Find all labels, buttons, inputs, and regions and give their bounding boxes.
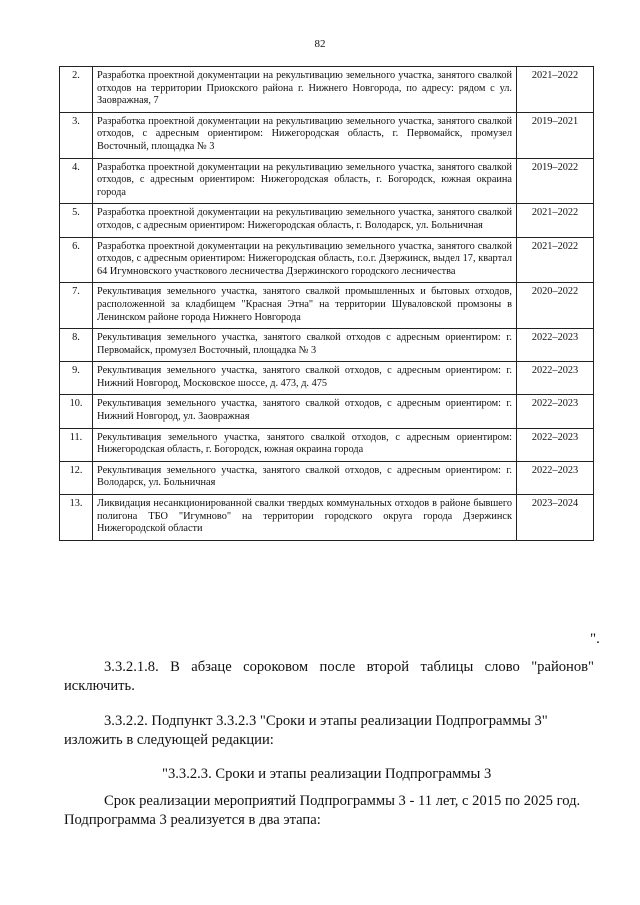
table-row: [60, 237, 594, 283]
paragraph-term: Срок реализации мероприятий Подпрограммы 3 - 11 лет, с 2015 по 2025 год. Подпрограмма 3 реализуется в два этапа:: [64, 793, 581, 828]
row-number: 12.: [60, 461, 93, 494]
row-period: 2022–2023: [517, 428, 594, 461]
row-number: 9.: [60, 362, 93, 395]
table-row: [60, 67, 594, 113]
row-number: 4.: [60, 158, 93, 204]
row-number: 5.: [60, 204, 93, 237]
row-description: Разработка проектной документации на рекультивацию земельного участка, занятого свалкой отходов, с адресным ориентиром: Нижегородская область, г. Володарск, ул. Больничная: [93, 204, 517, 237]
row-description: Разработка проектной документации на рекультивацию земельного участка, занятого свалкой отходов, с адресным ориентиром: Нижегородская область, г. Богородск, южная окраина города: [93, 158, 517, 204]
row-period: 2022–2023: [517, 329, 594, 362]
table-row: [60, 395, 594, 428]
row-period: 2021–2022: [517, 237, 594, 283]
closing-quote: ".: [590, 631, 600, 647]
row-number: 6.: [60, 237, 93, 283]
row-description: Рекультивация земельного участка, занятого свалкой промышленных и бытовых отходов, расположенной за кладбищем "Красная Этна" на территории Шуваловской промзоны в Ленинском районе города Нижнего Новгорода: [93, 283, 517, 329]
row-period: 2022–2023: [517, 395, 594, 428]
table-row: [60, 112, 594, 158]
row-period: 2020–2022: [517, 283, 594, 329]
section-heading: "3.3.2.3. Сроки и этапы реализации Подпрограммы 3: [162, 766, 492, 782]
row-number: 11.: [60, 428, 93, 461]
row-period: 2021–2022: [517, 204, 594, 237]
row-number: 8.: [60, 329, 93, 362]
row-description: Разработка проектной документации на рекультивацию земельного участка, занятого свалкой отходов, с адресным ориентиром: Нижегородская область, г.о.г. Дзержинск, выдел 17, квартал 64 Игумновского участкового лесничества Дзержинского городского лесничества: [93, 237, 517, 283]
row-number: 13.: [60, 495, 93, 541]
row-number: 2.: [60, 67, 93, 113]
paragraph-amendment-1: 3.3.2.1.8. В абзаце сороковом после второй таблицы слово "районов" исключить.: [64, 659, 594, 694]
activities-table: [59, 66, 594, 541]
paragraph-amendment-2: 3.3.2.2. Подпункт 3.3.2.3 "Сроки и этапы реализации Подпрограммы 3" изложить в следующей редакции:: [64, 713, 548, 748]
row-period: 2022–2023: [517, 362, 594, 395]
row-period: 2023–2024: [517, 495, 594, 541]
row-number: 10.: [60, 395, 93, 428]
table-row: [60, 329, 594, 362]
row-description: Рекультивация земельного участка, занятого свалкой отходов, с адресным ориентиром: г. Нижний Новгород, Московское шоссе, д. 473, д. 475: [93, 362, 517, 395]
row-period: 2021–2022: [517, 67, 594, 113]
table-row: [60, 495, 594, 541]
table-row: [60, 158, 594, 204]
row-description: Рекультивация земельного участка, занятого свалкой отходов, с адресным ориентиром: г. Володарск, ул. Больничная: [93, 461, 517, 494]
row-description: Рекультивация земельного участка, занятого свалкой отходов, с адресным ориентиром: г. Нижний Новгород, ул. Заовражная: [93, 395, 517, 428]
page-number: 82: [314, 38, 326, 50]
row-description: Рекультивация земельного участка, занятого свалкой отходов с адресным ориентиром: г. Первомайск, промузел Восточный, площадка № 3: [93, 329, 517, 362]
row-period: 2022–2023: [517, 461, 594, 494]
table-row: [60, 461, 594, 494]
table-row: [60, 204, 594, 237]
row-period: 2019–2021: [517, 112, 594, 158]
row-period: 2019–2022: [517, 158, 594, 204]
table-row: [60, 283, 594, 329]
row-number: 3.: [60, 112, 93, 158]
table-row: [60, 362, 594, 395]
table-row: [60, 428, 594, 461]
row-description: Разработка проектной документации на рекультивацию земельного участка, занятого свалкой отходов на территории Приокского района г. Нижнего Новгорода, по адресу: рядом с ул. Заовражная, 7: [93, 67, 517, 113]
row-description: Ликвидация несанкционированной свалки твердых коммунальных отходов в районе бывшего полигона ТБО "Игумново" на территории городского округа города Дзержинск Нижегородской области: [93, 495, 517, 541]
row-description: Рекультивация земельного участка, занятого свалкой отходов, с адресным ориентиром: Нижегородская область, г. Богородск, южная окраина города: [93, 428, 517, 461]
row-description: Разработка проектной документации на рекультивацию земельного участка, занятого свалкой отходов, с адресным ориентиром: Нижегородская область, г. Первомайск, промузел Восточный, площадка № 3: [93, 112, 517, 158]
row-number: 7.: [60, 283, 93, 329]
